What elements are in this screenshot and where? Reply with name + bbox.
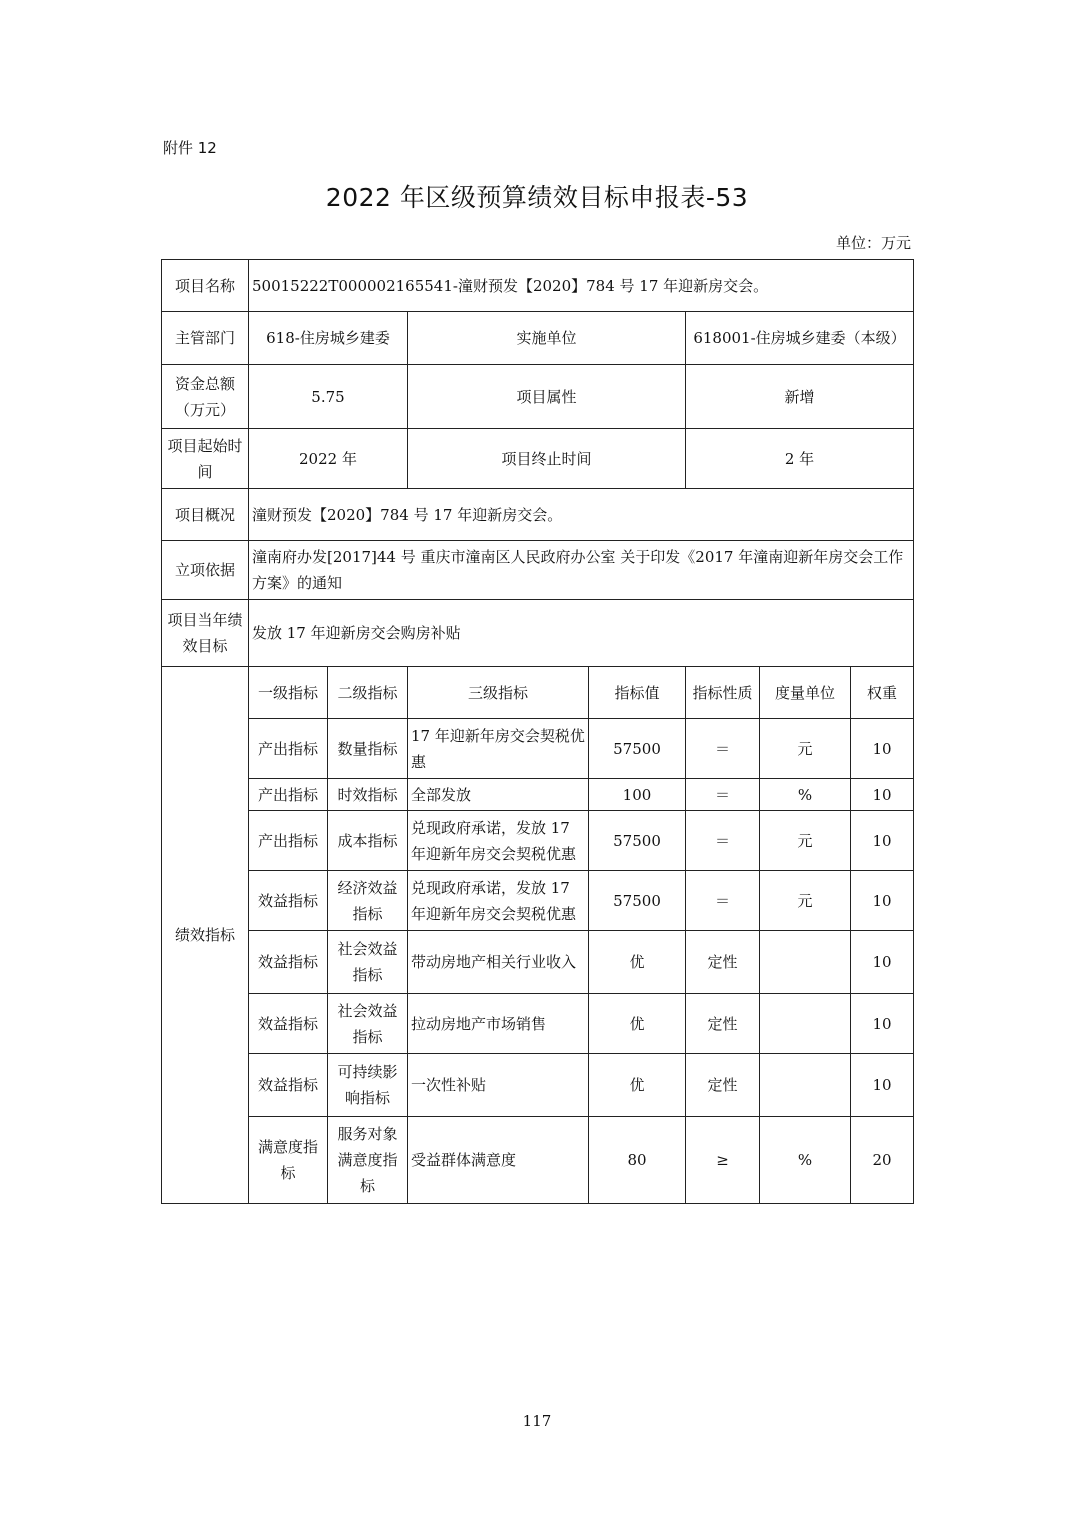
- table-row: [162, 931, 914, 994]
- start-value: 2022 年: [249, 429, 408, 489]
- value-cell: 优: [589, 931, 686, 994]
- nature-cell: ＝: [686, 871, 760, 931]
- level3-cell: 带动房地产相关行业收入: [408, 931, 589, 994]
- attr-value: 新增: [686, 365, 914, 429]
- weight-cell: 10: [851, 779, 914, 811]
- page-title: 2022 年区级预算绩效目标申报表-53: [325, 183, 749, 212]
- funds-label: 资金总额（万元）: [162, 365, 249, 429]
- level2-cell: 可持续影响指标: [328, 1054, 408, 1117]
- level1-cell: 效益指标: [249, 871, 328, 931]
- level3-cell: 受益群体满意度: [408, 1117, 589, 1204]
- dept-label: 主管部门: [162, 312, 249, 365]
- value-cell: 80: [589, 1117, 686, 1204]
- level2-cell: 成本指标: [328, 811, 408, 871]
- unit-cell: 元: [760, 871, 851, 931]
- table-row: [162, 719, 914, 779]
- table-row: [162, 871, 914, 931]
- level1-cell: 效益指标: [249, 931, 328, 994]
- level1-cell: 满意度指标: [249, 1117, 328, 1204]
- project-name-label: 项目名称: [162, 260, 249, 312]
- level3-cell: 兑现政府承诺，发放 17 年迎新年房交会契税优惠: [408, 811, 589, 871]
- weight-cell: 10: [851, 1054, 914, 1117]
- table-row: [162, 1054, 914, 1117]
- nature-cell: ＝: [686, 779, 760, 811]
- basis-label: 立项依据: [162, 541, 249, 600]
- header-value: 指标值: [589, 667, 686, 719]
- overview-value: 潼财预发【2020】784 号 17 年迎新房交会。: [249, 489, 914, 541]
- nature-cell: 定性: [686, 1054, 760, 1117]
- value-cell: 优: [589, 994, 686, 1054]
- level1-cell: 效益指标: [249, 1054, 328, 1117]
- unit-cell: [760, 994, 851, 1054]
- page-number: 117: [522, 1412, 552, 1430]
- nature-cell: ＝: [686, 811, 760, 871]
- end-value: 2 年: [686, 429, 914, 489]
- goal-label: 项目当年绩效目标: [162, 600, 249, 667]
- project-name-value: 50015222T000002165541-潼财预发【2020】784 号 17 年迎新房交会。: [249, 260, 914, 312]
- level3-cell: 一次性补贴: [408, 1054, 589, 1117]
- goal-value: 发放 17 年迎新房交会购房补贴: [249, 600, 914, 667]
- level2-cell: 经济效益指标: [328, 871, 408, 931]
- nature-cell: ≥: [686, 1117, 760, 1204]
- attr-label: 项目属性: [408, 365, 686, 429]
- impl-value: 618001-住房城乡建委（本级）: [686, 312, 914, 365]
- table-row: [162, 811, 914, 871]
- unit-cell: 元: [760, 811, 851, 871]
- level1-cell: 产出指标: [249, 779, 328, 811]
- value-cell: 57500: [589, 871, 686, 931]
- budget-table: [161, 259, 914, 1204]
- indicators-section-label: 绩效指标: [162, 667, 249, 1204]
- unit-cell: [760, 1054, 851, 1117]
- header-level3: 三级指标: [408, 667, 589, 719]
- funds-value: 5.75: [249, 365, 408, 429]
- header-level2: 二级指标: [328, 667, 408, 719]
- unit-cell: %: [760, 1117, 851, 1204]
- level3-cell: 拉动房地产市场销售: [408, 994, 589, 1054]
- value-cell: 优: [589, 1054, 686, 1117]
- weight-cell: 20: [851, 1117, 914, 1204]
- level2-cell: 社会效益指标: [328, 994, 408, 1054]
- overview-label: 项目概况: [162, 489, 249, 541]
- header-level1: 一级指标: [249, 667, 328, 719]
- level3-cell: 17 年迎新年房交会契税优惠: [408, 719, 589, 779]
- attachment-label: 附件 12: [163, 139, 217, 157]
- basis-value: 潼南府办发[2017]44 号 重庆市潼南区人民政府办公室 关于印发《2017 年潼南迎新年房交会工作方案》的通知: [249, 541, 914, 600]
- unit-cell: %: [760, 779, 851, 811]
- weight-cell: 10: [851, 871, 914, 931]
- unit-cell: [760, 931, 851, 994]
- level1-cell: 产出指标: [249, 719, 328, 779]
- level2-cell: 数量指标: [328, 719, 408, 779]
- value-cell: 100: [589, 779, 686, 811]
- dept-value: 618-住房城乡建委: [249, 312, 408, 365]
- weight-cell: 10: [851, 994, 914, 1054]
- unit-cell: 元: [760, 719, 851, 779]
- level1-cell: 产出指标: [249, 811, 328, 871]
- header-nature: 指标性质: [686, 667, 760, 719]
- value-cell: 57500: [589, 811, 686, 871]
- level2-cell: 社会效益指标: [328, 931, 408, 994]
- unit-label: 单位：万元: [835, 234, 911, 252]
- nature-cell: 定性: [686, 931, 760, 994]
- table-row: [162, 779, 914, 811]
- header-unit: 度量单位: [760, 667, 851, 719]
- weight-cell: 10: [851, 811, 914, 871]
- header-weight: 权重: [851, 667, 914, 719]
- nature-cell: ＝: [686, 719, 760, 779]
- level2-cell: 时效指标: [328, 779, 408, 811]
- level1-cell: 效益指标: [249, 994, 328, 1054]
- weight-cell: 10: [851, 931, 914, 994]
- weight-cell: 10: [851, 719, 914, 779]
- start-label: 项目起始时间: [162, 429, 249, 489]
- level2-cell: 服务对象满意度指标: [328, 1117, 408, 1204]
- nature-cell: 定性: [686, 994, 760, 1054]
- end-label: 项目终止时间: [408, 429, 686, 489]
- value-cell: 57500: [589, 719, 686, 779]
- level3-cell: 全部发放: [408, 779, 589, 811]
- level3-cell: 兑现政府承诺，发放 17 年迎新年房交会契税优惠: [408, 871, 589, 931]
- table-row: [162, 994, 914, 1054]
- impl-label: 实施单位: [408, 312, 686, 365]
- table-row: [162, 1117, 914, 1204]
